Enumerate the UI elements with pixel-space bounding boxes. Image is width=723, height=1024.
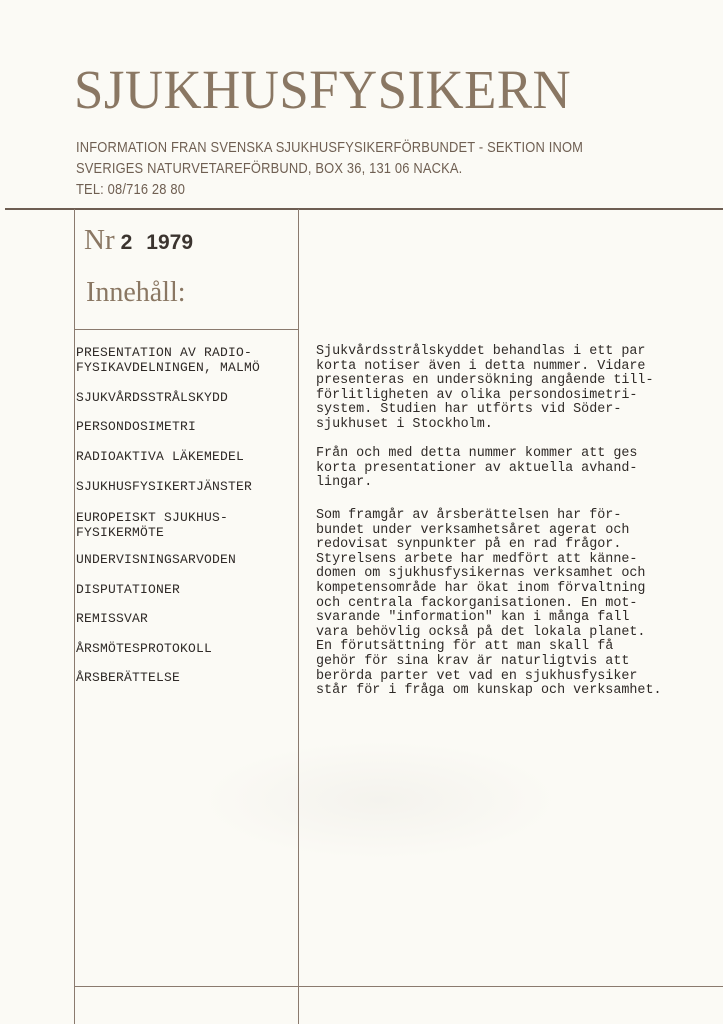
toc-item: RADIOAKTIVA LÄKEMEDEL: [76, 449, 245, 464]
toc-item: SJUKVÅRDSSTRÅLSKYDD: [76, 390, 229, 405]
paragraph: Sjukvårdsstrålskyddet behandlas i ett par korta notiser även i detta nummer. Vidare presenteras en undersökning angående till- förlitligheten av olika persondosimetri- system. Studien har utförts vid Söder- sjukhuset i Stockholm.: [316, 344, 654, 432]
toc-item: EUROPEISKT SJUKHUS- FYSIKERMÖTE: [76, 510, 229, 540]
newsletter-title: SJUKHUSFYSIKERN: [74, 59, 572, 120]
publisher-info: [76, 137, 609, 200]
header-divider: [5, 208, 723, 210]
publisher-phone-line: TEL: 08/716 28 80: [76, 181, 186, 198]
paragraph: Som framgår av årsberättelsen har för- bundet under verksamhetsåret agerat och redovisat synpunkter på en rad frågor. Styrelsens arbete har medfört att känne- domen om sjukhusfysikernas verksamhet och kompetensområde har ökat inom förvaltning och centrala fackorganisationen. En mot- svarande "information" kan i många fall vara behövlig också på det lokala planet. En förutsättning för att man skall få gehör för sina krav är naturligtvis att berörda parter vet vad en sjukhusfysiker står för i fråga om kunskap och verksamhet.: [316, 508, 662, 699]
toc-item: REMISSVAR: [76, 611, 149, 626]
paper-show-through: [200, 740, 560, 860]
paragraph: Från och med detta nummer kommer att ges korta presentationer av aktuella avhand- lingar.: [316, 446, 638, 491]
issue-number: [84, 226, 193, 255]
column-divider: [298, 209, 299, 1024]
toc-item: SJUKHUSFYSIKERTJÄNSTER: [76, 479, 253, 494]
toc-item: ÅRSBERÄTTELSE: [76, 670, 181, 685]
publisher-address-line: SVERIGES NATURVETAREFÖRBUND, BOX 36, 131 06 NACKA.: [76, 160, 463, 177]
toc-item: PERSONDOSIMETRI: [76, 419, 197, 434]
contents-divider: [74, 329, 298, 330]
publisher-info-line: INFORMATION FRAN SVENSKA SJUKHUSFYSIKERFÖRBUNDET - SEKTION INOM: [76, 139, 584, 156]
issue-year: 1979: [146, 231, 194, 254]
issue-number-value: 2: [120, 231, 133, 254]
toc-item: ÅRSMÖTESPROTOKOLL: [76, 641, 213, 656]
left-margin-rule: [74, 209, 75, 1024]
issue-nr-label: Nr: [84, 224, 115, 256]
footer-divider: [74, 986, 723, 987]
toc-item: PRESENTATION AV RADIO- FYSIKAVDELNINGEN, MALMÖ: [76, 345, 261, 375]
toc-item: DISPUTATIONER: [76, 582, 181, 597]
toc-item: UNDERVISNINGSARVODEN: [76, 552, 237, 567]
contents-heading: Innehåll:: [86, 277, 186, 308]
